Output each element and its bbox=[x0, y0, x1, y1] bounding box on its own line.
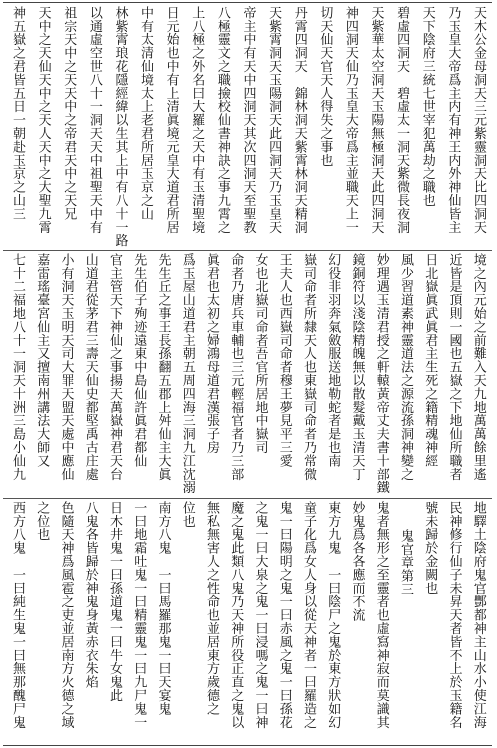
text-column: 碧虛四洞天 碧虛太一洞天紫微長夜洞 bbox=[394, 6, 410, 234]
text-column: 王夫人也西嶽司命者穆王夢見平三愛 bbox=[276, 253, 292, 468]
text-column: 爲玉屋山道君主朝五周四海三洞九江沈溺 bbox=[179, 253, 195, 495]
text-column: 幻役非羽奔氣斂服送地勒蛇者是也南 bbox=[325, 253, 341, 468]
text-column: 丹霄四洞天 錦林洞天紫霄林洞天精洞 bbox=[291, 6, 307, 234]
text-column: 日元始也中有上清眞境元皇大道君所居 bbox=[163, 6, 179, 234]
text-column: 八鬼各皆歸於神鬼身黃赤衣朱焰 bbox=[82, 501, 98, 689]
text-column: 西方八鬼 一曰純生鬼一曰無那醜尸鬼 bbox=[10, 501, 25, 729]
text-column: 女也北嶽司命者吾官所居地中嶽司 bbox=[252, 253, 268, 454]
text-column: 東方九鬼 一曰陰尸之鬼於東方狀如幻 bbox=[325, 501, 341, 729]
text-column: 神四洞天仙乃玉皇大帝爲主並職天上一 bbox=[342, 6, 358, 234]
text-column: 小有洞天玉明天司大罪天盟天處中應仙 bbox=[58, 253, 74, 481]
text-column: 神五嶽之君皆五日一朝赴玉京之山三 bbox=[10, 6, 25, 221]
text-column: 帝主中有天中四洞天其次四洞天至聖教 bbox=[240, 6, 256, 234]
text-column: 八極靈文之職撿校仙書神訣之事九霄之 bbox=[214, 6, 230, 234]
text-column: 近皆是頂則一國也五嶽之下地仙所職者 bbox=[446, 253, 462, 481]
top-register bbox=[7, 6, 488, 248]
text-column: 鬼者無形之至靈者也虛寫神寂而莫識其 bbox=[373, 501, 389, 729]
text-column: 天紫華太空洞天玉陽無極洞天此四洞天 bbox=[368, 6, 384, 234]
text-column: 民神修行仙子未昇天者皆不上於玉籍名 bbox=[446, 501, 462, 729]
register-divider bbox=[3, 250, 492, 251]
text-column: 天下陰府三統七世宰犯萬劫之職也 bbox=[419, 6, 435, 207]
text-column: 先生丘之事王長孫翻五郡上舛仙主大眞 bbox=[155, 253, 171, 481]
text-column: 命者乃唐兵車輔也三元輕福官者乃三部 bbox=[228, 253, 244, 481]
text-column: 嘉雷瑤臺宮仙主又擅南州講法大師又 bbox=[34, 253, 50, 468]
text-column: 之位也 bbox=[34, 501, 50, 542]
text-column: 嶽司命者所隸天人也東嶽司命者乃常微 bbox=[301, 253, 316, 481]
text-column: 眞君也太初之婦鴻母道君漢張子房 bbox=[204, 253, 219, 454]
text-column: 地驛土陰府鬼官酆都神主山水小使江海 bbox=[470, 501, 486, 729]
text-column: 一曰地霜吐鬼一曰精靈鬼一曰九尸鬼一 bbox=[131, 501, 147, 729]
text-column: 位也 bbox=[179, 501, 195, 528]
text-column: 切天仙天官天人得失之事也 bbox=[317, 6, 333, 167]
text-column: 無私無害人之性命也並居東方歲德之 bbox=[204, 501, 219, 716]
text-column: 乃玉皇大帝爲主内有神王内外神仙皆主 bbox=[445, 6, 461, 234]
text-column: 日北嶽眞武眞君主生死之籍精魂神經 bbox=[422, 253, 438, 468]
text-column: 七十二福地八十一洞天十洲三島小仙九 bbox=[10, 253, 25, 481]
text-column: 天中之天仙天中之天人天中之大聖九霄 bbox=[35, 6, 51, 234]
text-column: 妙理遇玉清君授之軒轅黃帝丈夫書十部鐵 bbox=[373, 253, 389, 495]
text-column: 山道君從茅君三壽天仙史都堅禹古庄處 bbox=[82, 253, 98, 481]
text-column: 境之內元始之前難入天九地萬萬餘里遙 bbox=[470, 253, 486, 481]
text-column: 以通虛空世八十一洞天天中祖聖天中有 bbox=[86, 6, 102, 234]
text-column: 色隨天神爲風雹之吏並居南方火德之域 bbox=[58, 501, 74, 729]
text-column: 童子化爲女人身以從天神者一曰羅造之 bbox=[301, 501, 316, 729]
text-column: 南方八鬼 一曰馬羅那鬼一曰天宴鬼 bbox=[155, 501, 171, 716]
text-column: 鏡銅符以淺陰精魄無以散髮戴玉清天丁 bbox=[349, 253, 365, 481]
text-column: 號未歸於金闕也 bbox=[422, 501, 438, 595]
middle-register bbox=[7, 253, 488, 495]
text-column: 上八極之外名曰大羅之天中有玉清聖境 bbox=[189, 6, 205, 234]
text-column: 天紫霄洞天玉陽洞天此四洞天乃玉皇天 bbox=[266, 6, 282, 234]
register-divider bbox=[3, 498, 492, 499]
text-column: 鬼一曰陽明之鬼一曰赤風之鬼一曰孫花 bbox=[276, 501, 292, 729]
chapter-heading: 鬼官章第三 bbox=[398, 529, 413, 596]
text-column: 先生伯子殉迹遠東中島仙許眞君都仙 bbox=[131, 253, 147, 468]
text-column: 魔之鬼此類八鬼乃天神所役正直之鬼以 bbox=[228, 501, 244, 729]
text-column: 日木井鬼一曰孫道鬼一曰牛女鬼此 bbox=[107, 501, 122, 702]
text-column: 之鬼一曰大泉之鬼一曰浸嗎之鬼一曰神 bbox=[252, 501, 268, 729]
text-column: 中有太清仙境太上老君所居玉京之山 bbox=[138, 6, 154, 221]
scanned-page bbox=[3, 2, 492, 746]
text-column: 天木公金母洞天三元紫靈洞天比四洞天 bbox=[470, 6, 486, 234]
bottom-register bbox=[7, 501, 488, 743]
text-column: 林紫霄琅花隱經緯以生其上中有八十一路 bbox=[112, 6, 128, 248]
text-column: 官主管天下神仙之事揚天萬嶽神君天台 bbox=[107, 253, 122, 481]
text-column: 妙鬼爲各各應而不流 bbox=[349, 501, 365, 622]
text-column: 祖宗天中之天天中之帝君天中之天兄 bbox=[61, 6, 77, 221]
text-column: 風少習道素神靈道法之源流孫洞神變之 bbox=[398, 253, 413, 481]
